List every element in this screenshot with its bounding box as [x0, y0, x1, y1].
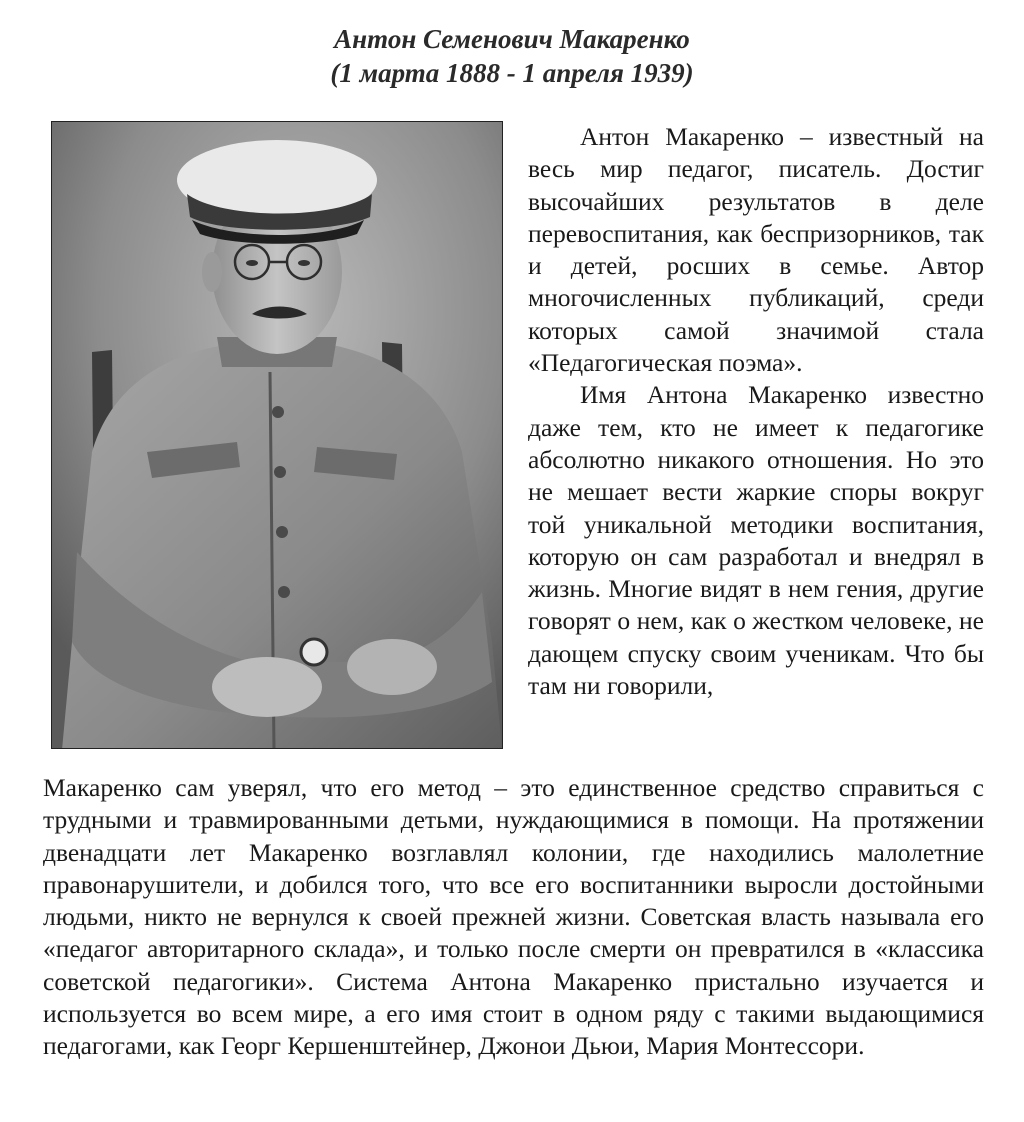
title-name: Антон Семенович Макаренко [334, 24, 690, 54]
bottom-text-column [43, 772, 984, 1063]
title-dates: (1 марта 1888 - 1 апреля 1939) [330, 58, 694, 88]
paragraph-2-bottom: Макаренко сам уверял, что его метод – это единственное средство справиться с трудными и травмированными детьми, нуждающимися в помощи. На протяжении двенадцати лет Макаренко возглавлял колонии, где находились малолетние правонарушители, и добился того, что все его воспитанники выросли достойными людьми, никто не вернулся к своей прежней жизни. Советская власть называла его «педагог авторитарного склада», и только после смерти он превратился в «классика советской педагогики». Система Антона Макаренко пристально изучается и используется во всем мире, а его имя стоит в одном ряду с такими выдающимися педагогами, как Георг Кершенштейнер, Джонои Дьюи, Мария Монтессори. [43, 773, 984, 1061]
portrait-photo [51, 121, 503, 749]
page-title [0, 22, 1024, 90]
paragraph-2-side: Имя Антона Макаренко известно даже тем, кто не имеет к педагогике абсолютно никакого отношения. Но это не мешает вести жаркие споры вокруг той уникальной методики воспитания, которую он сам разработал и внедрял в жизнь. Многие видят в нем гения, другие говорят о нем, как о жестком человеке, не дающем спуску своим ученикам. Что бы там ни говорили, [528, 380, 984, 701]
right-text-column [528, 121, 984, 702]
paragraph-1: Антон Макаренко – известный на весь мир педагог, писатель. Достиг высочайших результатов в деле перевоспитания, как беспризорников, так и детей, росших в семье. Автор многочисленных публикаций, среди которых самой значимой стала «Педагогическая поэма». [528, 122, 984, 378]
